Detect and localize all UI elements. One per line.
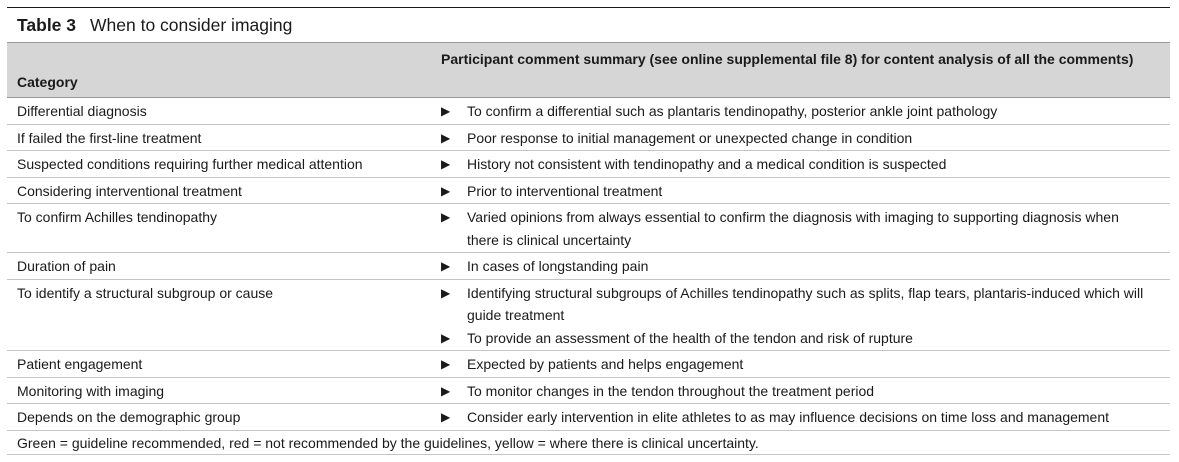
category-cell: Depends on the demographic group [17, 409, 241, 425]
comment-bullet [441, 127, 1150, 150]
comment-bullet [441, 255, 1150, 278]
triangle-bullet-icon: ▶ [441, 183, 451, 198]
category-cell: Differential diagnosis [17, 103, 147, 119]
comment-bullet [441, 380, 1150, 403]
comment-bullet [441, 353, 1150, 376]
triangle-bullet-icon: ▶ [441, 259, 451, 273]
comment-bullet [441, 406, 1150, 429]
triangle-bullet-icon: ▶ [441, 410, 451, 424]
category-cell: Duration of pain [17, 258, 116, 274]
comment-cell [431, 404, 1170, 430]
comment-text: Poor response to initial management or unexpected change in condition [467, 129, 913, 146]
triangle-bullet-icon: ▶ [441, 130, 451, 145]
comment-bullet [441, 282, 1150, 327]
comment-bullet [441, 100, 1150, 123]
comment-text: To provide an assessment of the health of the tendon and risk of rupture [467, 329, 913, 346]
table-row [7, 178, 1170, 205]
comment-text: Varied opinions from always essential to confirm the diagnosis with imaging to supporting diagnosis when there is clinical uncertainty [467, 209, 1119, 248]
triangle-bullet-icon: ▶ [441, 330, 451, 345]
triangle-bullet-icon: ▶ [441, 383, 451, 398]
comment-bullet [441, 206, 1150, 251]
category-cell: To identify a structural subgroup or cause [17, 284, 274, 301]
category-cell: To confirm Achilles tendinopathy [17, 209, 217, 225]
category-cell: Monitoring with imaging [17, 382, 165, 399]
table-header-row [7, 43, 1170, 98]
table-row [7, 151, 1170, 178]
comment-cell [431, 178, 1170, 204]
triangle-bullet-icon: ▶ [441, 104, 451, 118]
table-row [7, 125, 1170, 152]
table-row [7, 404, 1170, 431]
comment-text: To monitor changes in the tendon throughout the treatment period [467, 382, 875, 399]
comment-text: Expected by patients and helps engagement [467, 356, 744, 372]
table-row [7, 204, 1170, 253]
table-row [7, 280, 1170, 352]
comment-cell [431, 351, 1170, 377]
comment-bullet [441, 180, 1150, 203]
table-row [7, 98, 1170, 125]
table-row [7, 378, 1170, 405]
category-cell: Patient engagement [17, 356, 143, 372]
table-row [7, 351, 1170, 378]
comment-cell [431, 378, 1170, 404]
triangle-bullet-icon: ▶ [441, 285, 451, 300]
comment-text: Consider early intervention in elite athletes to as may influence decisions on time loss and management [467, 409, 1110, 425]
table-title: When to consider imaging [90, 14, 293, 35]
comment-cell [431, 151, 1170, 177]
triangle-bullet-icon: ▶ [441, 357, 451, 371]
comment-text: In cases of longstanding pain [467, 258, 649, 274]
table-number: Table 3 [17, 14, 77, 35]
comment-text: Prior to interventional treatment [467, 182, 663, 199]
table-row [7, 253, 1170, 280]
table-3 [7, 7, 1170, 455]
table-title-bar [7, 8, 1170, 43]
comment-bullet [441, 327, 1150, 350]
category-cell: Suspected conditions requiring further medical attention [17, 156, 363, 172]
triangle-bullet-icon: ▶ [441, 157, 451, 171]
comment-cell [431, 204, 1170, 252]
comment-cell [431, 98, 1170, 124]
header-comments: Participant comment summary (see online supplemental file 8) for content analysis of all the comments) [441, 51, 1134, 67]
comment-text: History not consistent with tendinopathy and a medical condition is suspected [467, 156, 947, 172]
table-footnote: Green = guideline recommended, red = not recommended by the guidelines, yellow = where there is clinical uncertainty. [7, 431, 1170, 455]
comment-cell [431, 125, 1170, 151]
triangle-bullet-icon: ▶ [441, 210, 451, 224]
category-cell: Considering interventional treatment [17, 182, 242, 199]
comment-cell [431, 253, 1170, 279]
comment-text: To confirm a differential such as plantaris tendinopathy, posterior ankle joint pathology [467, 103, 998, 119]
comment-bullet [441, 153, 1150, 176]
table-body [7, 98, 1170, 431]
comment-cell [431, 280, 1170, 351]
category-cell: If failed the first-line treatment [17, 129, 202, 146]
header-category: Category [17, 74, 78, 90]
comment-text: Identifying structural subgroups of Achilles tendinopathy such as splits, flap tears, plantaris-induced which will guide treatment [467, 284, 1144, 323]
